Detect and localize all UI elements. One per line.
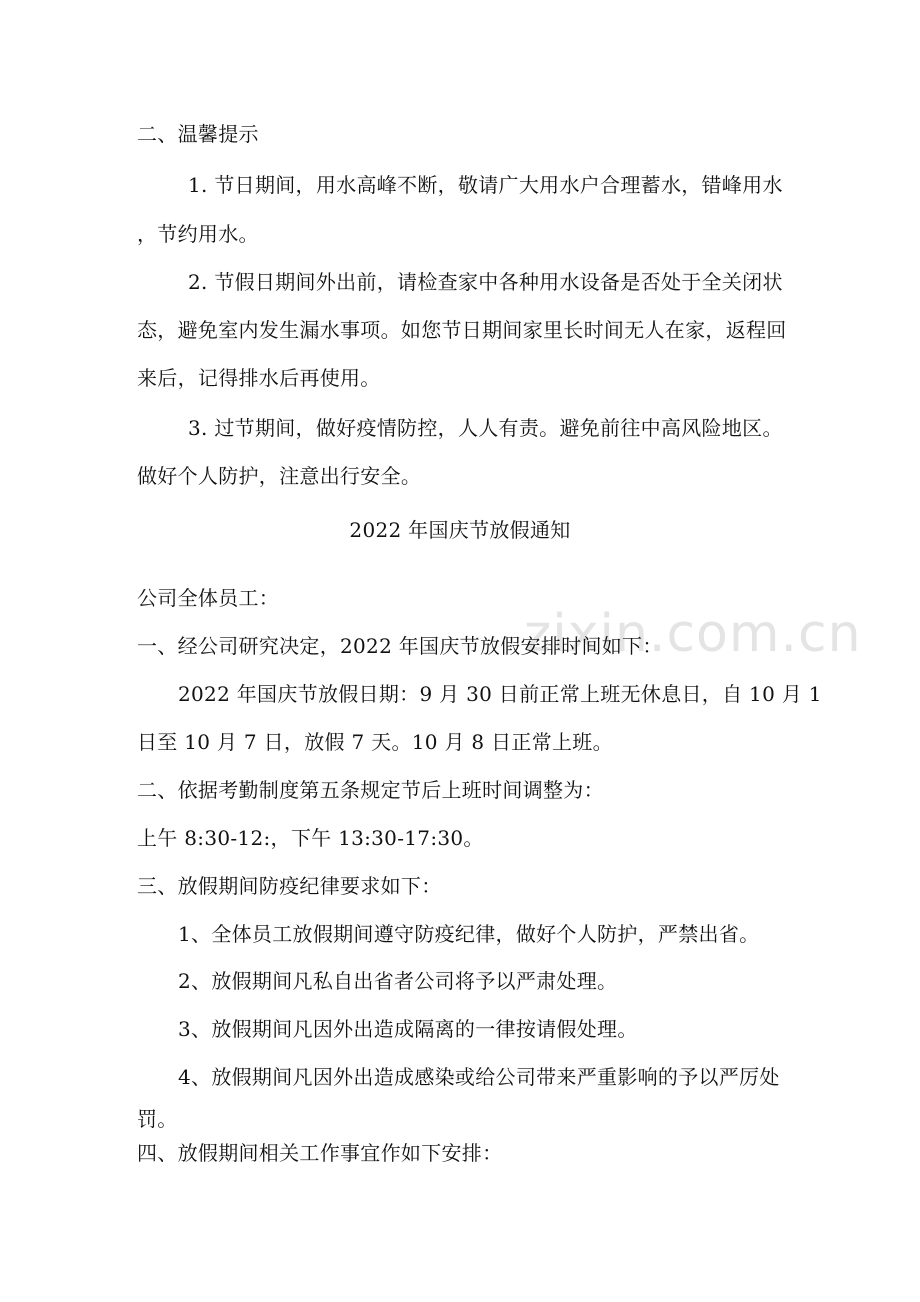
tip-2-line-1: 2. 节假日期间外出前，请检查家中各种用水设备是否处于全关闭状	[188, 270, 783, 294]
tip-2-line-2: 态，避免室内发生漏水事项。如您节日期间家里长时间无人在家，返程回	[137, 318, 787, 342]
tip-3-line-2: 做好个人防护，注意出行安全。	[137, 464, 422, 488]
schedule-line-1: 2022 年国庆节放假日期：9 月 30 日前正常上班无休息日，自 10 月 1	[178, 682, 822, 706]
rule-1: 1、全体员工放假期间遵守防疫纪律，做好个人防护，严禁出省。	[178, 922, 760, 946]
section-2-heading: 二、依据考勤制度第五条规定节后上班时间调整为：	[137, 778, 604, 802]
rule-4-line-2: 罚。	[137, 1107, 178, 1131]
tips-heading: 二、温馨提示	[137, 122, 259, 146]
watermark: zixin.com.cn	[524, 604, 862, 664]
rule-2: 2、放假期间凡私自出省者公司将予以严肃处理。	[178, 969, 618, 993]
work-hours: 上午 8:30-12:，下午 13:30-17:30。	[137, 826, 484, 850]
tip-3-line-1: 3. 过节期间，做好疫情防控，人人有责。避免前往中高风险地区。	[188, 416, 783, 440]
section-1-heading: 一、经公司研究决定，2022 年国庆节放假安排时间如下：	[137, 634, 663, 658]
notice-title: 2022 年国庆节放假通知	[349, 518, 571, 542]
rule-4-line-1: 4、放假期间凡因外出造成感染或给公司带来严重影响的予以严厉处	[178, 1065, 780, 1089]
tip-1-line-2: ，节约用水。	[137, 222, 259, 246]
salutation: 公司全体员工：	[137, 586, 280, 610]
tip-2-line-3: 来后，记得排水后再使用。	[137, 366, 381, 390]
rule-3: 3、放假期间凡因外出造成隔离的一律按请假处理。	[178, 1017, 638, 1041]
section-4-heading: 四、放假期间相关工作事宜作如下安排：	[137, 1141, 503, 1165]
tip-1-line-1: 1. 节日期间，用水高峰不断，敬请广大用水户合理蓄水，错峰用水	[188, 173, 783, 197]
schedule-line-2: 日至 10 月 7 日，放假 7 天。10 月 8 日正常上班。	[137, 730, 613, 754]
section-3-heading: 三、放假期间防疫纪律要求如下：	[137, 874, 442, 898]
